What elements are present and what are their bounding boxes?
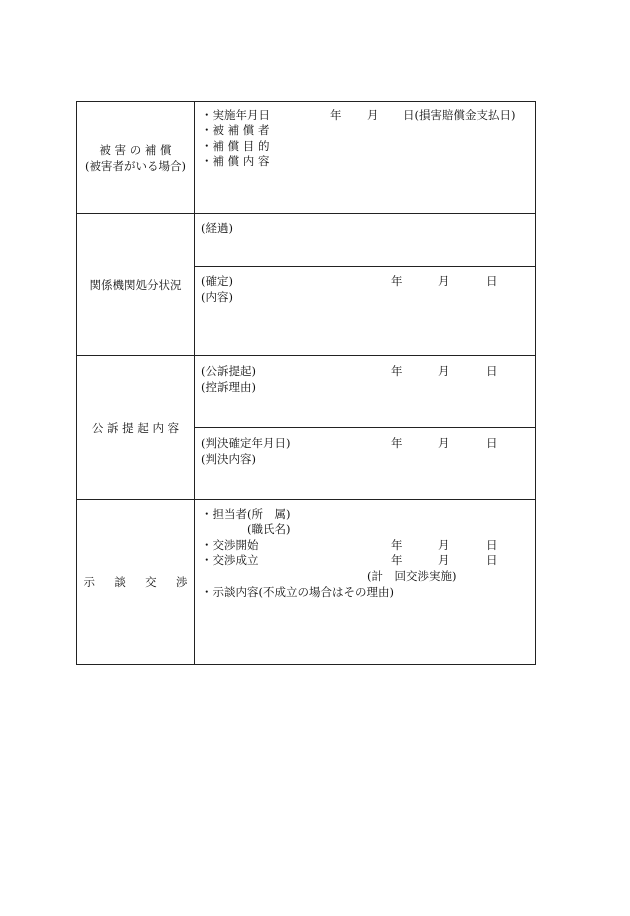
compensation-purpose-label: ・補 償 目 的: [201, 139, 270, 153]
negotiation-start-label: ・交渉開始: [201, 538, 259, 552]
implementation-year-unit: 年: [330, 108, 342, 122]
agency-month-unit: 月: [438, 274, 450, 288]
damage-compensation-sublabel: (被害者がいる場合): [85, 158, 186, 173]
agency-day-unit: 日: [486, 274, 498, 288]
implementation-month-unit: 月: [367, 108, 379, 122]
settlement-label-char: 談: [114, 575, 126, 589]
negotiation-start-day-unit: 日: [486, 538, 498, 552]
agency-disposition-label-cell: [77, 214, 195, 355]
settlement-label-char: 示: [83, 575, 95, 589]
prosecution-row: [77, 356, 535, 500]
agency-confirmed-cell[interactable]: [195, 267, 535, 355]
prosecution-filed-month-unit: 月: [438, 364, 450, 378]
damage-compensation-row: [77, 102, 535, 214]
settlement-content[interactable]: [195, 500, 535, 664]
officer-affiliation-label: ・担当者(所 属): [201, 507, 291, 521]
damage-compensation-content[interactable]: [195, 102, 535, 213]
negotiation-concluded-month-unit: 月: [438, 553, 450, 567]
judgment-detail-label: (判決内容): [201, 452, 256, 466]
judgment-year-unit: 年: [391, 436, 403, 450]
judgment-month-unit: 月: [438, 436, 450, 450]
agency-progress-label: (経過): [201, 221, 233, 235]
settlement-detail-label: ・示談内容(不成立の場合はその理由): [201, 585, 394, 599]
judgment-cell[interactable]: [195, 428, 535, 499]
negotiation-count-label: (計 回交渉実施): [367, 569, 457, 583]
settlement-label-cell: [77, 500, 195, 664]
implementation-date-label: ・実施年月日: [201, 108, 270, 122]
agency-disposition-content: [195, 214, 535, 355]
prosecution-filed-year-unit: 年: [391, 364, 403, 378]
settlement-label-char: 渉: [175, 575, 188, 589]
agency-disposition-row: [77, 214, 535, 356]
agency-disposition-label: 関係機関処分状況: [89, 277, 182, 292]
settlement-label: [84, 574, 188, 590]
report-form-table: [76, 101, 536, 665]
prosecution-label-cell: [77, 356, 195, 499]
officer-title-label: (職氏名): [247, 522, 291, 536]
negotiation-concluded-label: ・交渉成立: [201, 553, 259, 567]
implementation-day-note: 日(損害賠償金支払日): [403, 108, 516, 122]
negotiation-concluded-day-unit: 日: [486, 553, 498, 567]
agency-progress-cell[interactable]: [195, 214, 535, 267]
agency-detail-label: (内容): [201, 290, 233, 304]
damage-compensation-label-cell: [77, 102, 195, 213]
settlement-label-char: 交: [145, 575, 157, 589]
judgment-day-unit: 日: [486, 436, 498, 450]
prosecution-filed-label: (公訴提起): [201, 364, 256, 378]
negotiation-start-year-unit: 年: [391, 538, 403, 552]
negotiation-start-month-unit: 月: [438, 538, 450, 552]
judgment-date-label: (判決確定年月日): [201, 436, 291, 450]
damage-compensation-label: 被 害 の 補 償: [99, 142, 172, 157]
prosecution-filed-day-unit: 日: [486, 364, 498, 378]
prosecution-content: [195, 356, 535, 499]
settlement-row: [77, 500, 535, 664]
compensated-person-label: ・被 補 償 者: [201, 123, 270, 137]
agency-year-unit: 年: [391, 274, 403, 288]
prosecution-label: 公 訴 提 起 内 容: [91, 420, 180, 435]
agency-confirmed-label: (確定): [201, 274, 233, 288]
appeal-reason-label: (控訴理由): [201, 380, 256, 394]
compensation-content-label: ・補 償 内 容: [201, 154, 270, 168]
prosecution-filed-cell[interactable]: [195, 356, 535, 428]
negotiation-concluded-year-unit: 年: [391, 553, 403, 567]
